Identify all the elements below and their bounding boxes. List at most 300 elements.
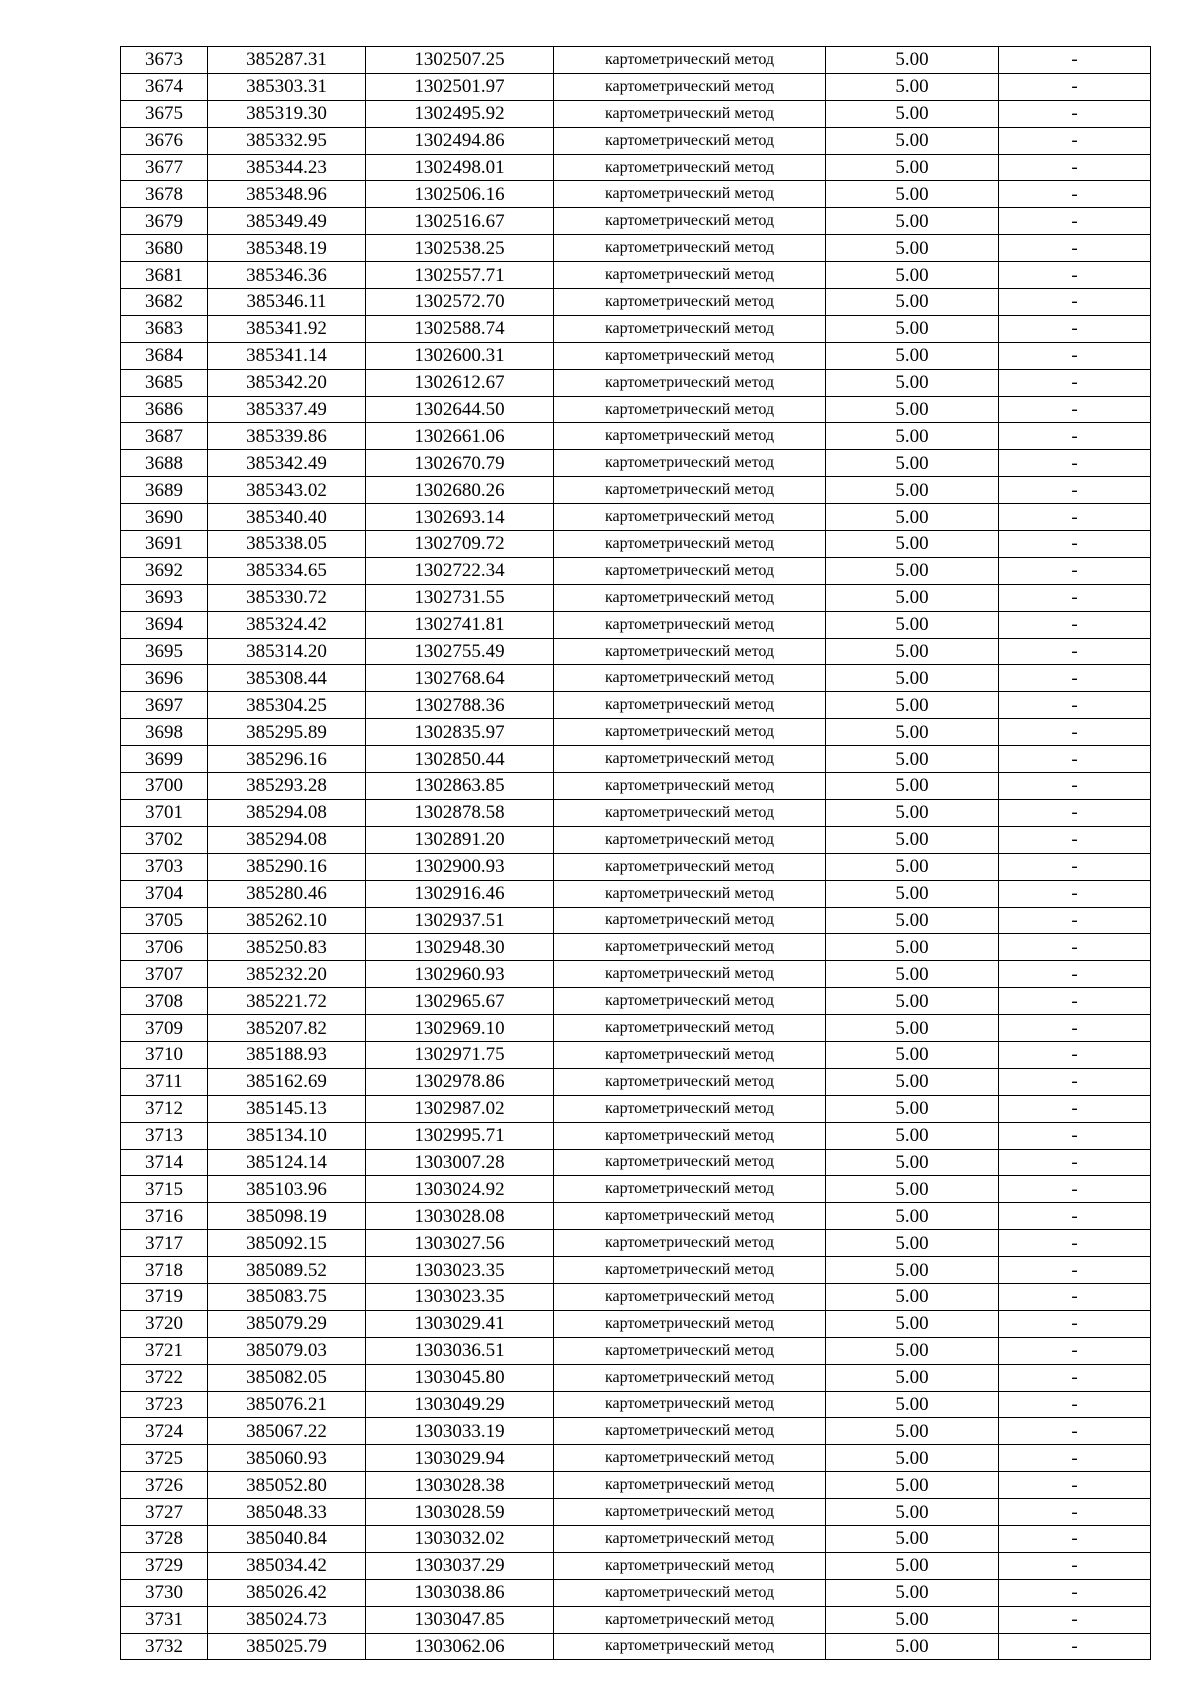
point-number-cell: 3677 (121, 154, 208, 181)
method-cell: картометрический метод (554, 692, 826, 719)
y-coordinate-cell: 1302498.01 (366, 154, 554, 181)
y-coordinate-cell: 1302937.51 (366, 907, 554, 934)
description-cell: - (999, 342, 1151, 369)
method-cell: картометрический метод (554, 477, 826, 504)
method-cell: картометрический метод (554, 638, 826, 665)
y-coordinate-cell: 1303023.35 (366, 1283, 554, 1310)
point-number-cell: 3708 (121, 988, 208, 1015)
method-cell: картометрический метод (554, 262, 826, 289)
method-cell: картометрический метод (554, 1203, 826, 1230)
y-coordinate-cell: 1303023.35 (366, 1257, 554, 1284)
accuracy-cell: 5.00 (826, 315, 999, 342)
table-row (121, 262, 1151, 289)
x-coordinate-cell: 385341.14 (208, 342, 366, 369)
table-row (121, 1310, 1151, 1337)
y-coordinate-cell: 1302661.06 (366, 423, 554, 450)
description-cell: - (999, 988, 1151, 1015)
description-cell: - (999, 369, 1151, 396)
x-coordinate-cell: 385082.05 (208, 1364, 366, 1391)
description-cell: - (999, 423, 1151, 450)
x-coordinate-cell: 385324.42 (208, 611, 366, 638)
description-cell: - (999, 853, 1151, 880)
x-coordinate-cell: 385304.25 (208, 692, 366, 719)
y-coordinate-cell: 1303027.56 (366, 1230, 554, 1257)
description-cell: - (999, 1525, 1151, 1552)
table-row (121, 1552, 1151, 1579)
method-cell: картометрический метод (554, 315, 826, 342)
y-coordinate-cell: 1303062.06 (366, 1633, 554, 1660)
accuracy-cell: 5.00 (826, 746, 999, 773)
description-cell: - (999, 692, 1151, 719)
table-row (121, 1176, 1151, 1203)
x-coordinate-cell: 385048.33 (208, 1499, 366, 1526)
point-number-cell: 3705 (121, 907, 208, 934)
y-coordinate-cell: 1302722.34 (366, 557, 554, 584)
table-row (121, 423, 1151, 450)
method-cell: картометрический метод (554, 531, 826, 558)
method-cell: картометрический метод (554, 988, 826, 1015)
table-row (121, 1418, 1151, 1445)
x-coordinate-cell: 385295.89 (208, 719, 366, 746)
y-coordinate-cell: 1303007.28 (366, 1149, 554, 1176)
description-cell: - (999, 73, 1151, 100)
description-cell: - (999, 799, 1151, 826)
accuracy-cell: 5.00 (826, 1552, 999, 1579)
point-number-cell: 3712 (121, 1095, 208, 1122)
x-coordinate-cell: 385040.84 (208, 1525, 366, 1552)
accuracy-cell: 5.00 (826, 719, 999, 746)
x-coordinate-cell: 385294.08 (208, 799, 366, 826)
table-row (121, 773, 1151, 800)
method-cell: картометрический метод (554, 154, 826, 181)
x-coordinate-cell: 385207.82 (208, 1015, 366, 1042)
table-row (121, 315, 1151, 342)
table-row (121, 1283, 1151, 1310)
accuracy-cell: 5.00 (826, 988, 999, 1015)
description-cell: - (999, 235, 1151, 262)
table-row (121, 880, 1151, 907)
y-coordinate-cell: 1302878.58 (366, 799, 554, 826)
y-coordinate-cell: 1302494.86 (366, 127, 554, 154)
accuracy-cell: 5.00 (826, 531, 999, 558)
x-coordinate-cell: 385060.93 (208, 1445, 366, 1472)
x-coordinate-cell: 385089.52 (208, 1257, 366, 1284)
accuracy-cell: 5.00 (826, 1364, 999, 1391)
description-cell: - (999, 262, 1151, 289)
y-coordinate-cell: 1302507.25 (366, 47, 554, 74)
x-coordinate-cell: 385280.46 (208, 880, 366, 907)
table-row (121, 907, 1151, 934)
point-number-cell: 3687 (121, 423, 208, 450)
point-number-cell: 3693 (121, 584, 208, 611)
description-cell: - (999, 1472, 1151, 1499)
x-coordinate-cell: 385344.23 (208, 154, 366, 181)
x-coordinate-cell: 385083.75 (208, 1283, 366, 1310)
x-coordinate-cell: 385034.42 (208, 1552, 366, 1579)
description-cell: - (999, 907, 1151, 934)
description-cell: - (999, 826, 1151, 853)
accuracy-cell: 5.00 (826, 289, 999, 316)
table-row (121, 289, 1151, 316)
table-row (121, 181, 1151, 208)
description-cell: - (999, 127, 1151, 154)
table-row (121, 853, 1151, 880)
method-cell: картометрический метод (554, 665, 826, 692)
method-cell: картометрический метод (554, 369, 826, 396)
y-coordinate-cell: 1302960.93 (366, 961, 554, 988)
method-cell: картометрический метод (554, 1230, 826, 1257)
point-number-cell: 3696 (121, 665, 208, 692)
table-row (121, 235, 1151, 262)
x-coordinate-cell: 385134.10 (208, 1122, 366, 1149)
table-row (121, 1015, 1151, 1042)
accuracy-cell: 5.00 (826, 584, 999, 611)
x-coordinate-cell: 385348.19 (208, 235, 366, 262)
point-number-cell: 3691 (121, 531, 208, 558)
x-coordinate-cell: 385076.21 (208, 1391, 366, 1418)
point-number-cell: 3731 (121, 1606, 208, 1633)
x-coordinate-cell: 385340.40 (208, 504, 366, 531)
method-cell: картометрический метод (554, 289, 826, 316)
table-row (121, 988, 1151, 1015)
description-cell: - (999, 1310, 1151, 1337)
x-coordinate-cell: 385334.65 (208, 557, 366, 584)
description-cell: - (999, 1337, 1151, 1364)
y-coordinate-cell: 1302971.75 (366, 1041, 554, 1068)
accuracy-cell: 5.00 (826, 477, 999, 504)
method-cell: картометрический метод (554, 47, 826, 74)
description-cell: - (999, 557, 1151, 584)
description-cell: - (999, 961, 1151, 988)
point-number-cell: 3692 (121, 557, 208, 584)
y-coordinate-cell: 1303028.08 (366, 1203, 554, 1230)
coordinates-table-body (121, 47, 1151, 1660)
description-cell: - (999, 1095, 1151, 1122)
method-cell: картометрический метод (554, 1579, 826, 1606)
method-cell: картометрический метод (554, 1283, 826, 1310)
method-cell: картометрический метод (554, 961, 826, 988)
point-number-cell: 3724 (121, 1418, 208, 1445)
description-cell: - (999, 100, 1151, 127)
table-row (121, 1364, 1151, 1391)
description-cell: - (999, 1149, 1151, 1176)
point-number-cell: 3699 (121, 746, 208, 773)
y-coordinate-cell: 1302709.72 (366, 531, 554, 558)
y-coordinate-cell: 1302948.30 (366, 934, 554, 961)
y-coordinate-cell: 1302995.71 (366, 1122, 554, 1149)
point-number-cell: 3706 (121, 934, 208, 961)
y-coordinate-cell: 1302863.85 (366, 773, 554, 800)
method-cell: картометрический метод (554, 799, 826, 826)
x-coordinate-cell: 385293.28 (208, 773, 366, 800)
table-row (121, 1445, 1151, 1472)
x-coordinate-cell: 385103.96 (208, 1176, 366, 1203)
accuracy-cell: 5.00 (826, 692, 999, 719)
table-row (121, 1499, 1151, 1526)
y-coordinate-cell: 1302768.64 (366, 665, 554, 692)
method-cell: картометрический метод (554, 73, 826, 100)
x-coordinate-cell: 385124.14 (208, 1149, 366, 1176)
accuracy-cell: 5.00 (826, 1445, 999, 1472)
x-coordinate-cell: 385341.92 (208, 315, 366, 342)
point-number-cell: 3686 (121, 396, 208, 423)
method-cell: картометрический метод (554, 504, 826, 531)
accuracy-cell: 5.00 (826, 1606, 999, 1633)
accuracy-cell: 5.00 (826, 396, 999, 423)
method-cell: картометрический метод (554, 1472, 826, 1499)
point-number-cell: 3719 (121, 1283, 208, 1310)
x-coordinate-cell: 385346.11 (208, 289, 366, 316)
method-cell: картометрический метод (554, 826, 826, 853)
method-cell: картометрический метод (554, 1015, 826, 1042)
description-cell: - (999, 289, 1151, 316)
method-cell: картометрический метод (554, 907, 826, 934)
table-row (121, 504, 1151, 531)
description-cell: - (999, 1579, 1151, 1606)
y-coordinate-cell: 1302572.70 (366, 289, 554, 316)
method-cell: картометрический метод (554, 1364, 826, 1391)
y-coordinate-cell: 1302588.74 (366, 315, 554, 342)
y-coordinate-cell: 1302835.97 (366, 719, 554, 746)
table-row (121, 1095, 1151, 1122)
point-number-cell: 3682 (121, 289, 208, 316)
method-cell: картометрический метод (554, 1041, 826, 1068)
y-coordinate-cell: 1303029.41 (366, 1310, 554, 1337)
table-row (121, 665, 1151, 692)
description-cell: - (999, 477, 1151, 504)
method-cell: картометрический метод (554, 208, 826, 235)
description-cell: - (999, 1418, 1151, 1445)
accuracy-cell: 5.00 (826, 100, 999, 127)
accuracy-cell: 5.00 (826, 799, 999, 826)
point-number-cell: 3690 (121, 504, 208, 531)
y-coordinate-cell: 1302969.10 (366, 1015, 554, 1042)
accuracy-cell: 5.00 (826, 1579, 999, 1606)
y-coordinate-cell: 1303029.94 (366, 1445, 554, 1472)
accuracy-cell: 5.00 (826, 1391, 999, 1418)
y-coordinate-cell: 1302644.50 (366, 396, 554, 423)
accuracy-cell: 5.00 (826, 47, 999, 74)
y-coordinate-cell: 1302987.02 (366, 1095, 554, 1122)
method-cell: картометрический метод (554, 584, 826, 611)
description-cell: - (999, 1041, 1151, 1068)
y-coordinate-cell: 1302891.20 (366, 826, 554, 853)
description-cell: - (999, 934, 1151, 961)
y-coordinate-cell: 1302850.44 (366, 746, 554, 773)
point-number-cell: 3718 (121, 1257, 208, 1284)
point-number-cell: 3688 (121, 450, 208, 477)
accuracy-cell: 5.00 (826, 1203, 999, 1230)
accuracy-cell: 5.00 (826, 235, 999, 262)
point-number-cell: 3697 (121, 692, 208, 719)
x-coordinate-cell: 385296.16 (208, 746, 366, 773)
method-cell: картометрический метод (554, 100, 826, 127)
table-row (121, 1525, 1151, 1552)
table-row (121, 1472, 1151, 1499)
y-coordinate-cell: 1303037.29 (366, 1552, 554, 1579)
point-number-cell: 3703 (121, 853, 208, 880)
x-coordinate-cell: 385025.79 (208, 1633, 366, 1660)
x-coordinate-cell: 385145.13 (208, 1095, 366, 1122)
accuracy-cell: 5.00 (826, 181, 999, 208)
table-row (121, 154, 1151, 181)
accuracy-cell: 5.00 (826, 1283, 999, 1310)
accuracy-cell: 5.00 (826, 880, 999, 907)
point-number-cell: 3684 (121, 342, 208, 369)
table-row (121, 799, 1151, 826)
y-coordinate-cell: 1303024.92 (366, 1176, 554, 1203)
accuracy-cell: 5.00 (826, 934, 999, 961)
description-cell: - (999, 396, 1151, 423)
method-cell: картометрический метод (554, 1391, 826, 1418)
description-cell: - (999, 1068, 1151, 1095)
table-row (121, 369, 1151, 396)
description-cell: - (999, 504, 1151, 531)
accuracy-cell: 5.00 (826, 423, 999, 450)
method-cell: картометрический метод (554, 235, 826, 262)
table-row (121, 826, 1151, 853)
x-coordinate-cell: 385346.36 (208, 262, 366, 289)
point-number-cell: 3704 (121, 880, 208, 907)
accuracy-cell: 5.00 (826, 1176, 999, 1203)
y-coordinate-cell: 1302965.67 (366, 988, 554, 1015)
description-cell: - (999, 1633, 1151, 1660)
description-cell: - (999, 1364, 1151, 1391)
x-coordinate-cell: 385079.03 (208, 1337, 366, 1364)
x-coordinate-cell: 385287.31 (208, 47, 366, 74)
description-cell: - (999, 315, 1151, 342)
table-row (121, 477, 1151, 504)
y-coordinate-cell: 1303049.29 (366, 1391, 554, 1418)
accuracy-cell: 5.00 (826, 557, 999, 584)
x-coordinate-cell: 385232.20 (208, 961, 366, 988)
table-row (121, 1203, 1151, 1230)
point-number-cell: 3726 (121, 1472, 208, 1499)
y-coordinate-cell: 1302788.36 (366, 692, 554, 719)
method-cell: картометрический метод (554, 1095, 826, 1122)
x-coordinate-cell: 385188.93 (208, 1041, 366, 1068)
accuracy-cell: 5.00 (826, 773, 999, 800)
table-row (121, 1041, 1151, 1068)
table-row (121, 1391, 1151, 1418)
point-number-cell: 3717 (121, 1230, 208, 1257)
accuracy-cell: 5.00 (826, 1068, 999, 1095)
accuracy-cell: 5.00 (826, 665, 999, 692)
description-cell: - (999, 584, 1151, 611)
point-number-cell: 3716 (121, 1203, 208, 1230)
table-row (121, 934, 1151, 961)
description-cell: - (999, 531, 1151, 558)
point-number-cell: 3689 (121, 477, 208, 504)
y-coordinate-cell: 1302916.46 (366, 880, 554, 907)
point-number-cell: 3676 (121, 127, 208, 154)
accuracy-cell: 5.00 (826, 1122, 999, 1149)
description-cell: - (999, 1257, 1151, 1284)
method-cell: картометрический метод (554, 1525, 826, 1552)
accuracy-cell: 5.00 (826, 369, 999, 396)
table-row (121, 208, 1151, 235)
accuracy-cell: 5.00 (826, 73, 999, 100)
method-cell: картометрический метод (554, 1068, 826, 1095)
point-number-cell: 3714 (121, 1149, 208, 1176)
point-number-cell: 3725 (121, 1445, 208, 1472)
table-row (121, 531, 1151, 558)
x-coordinate-cell: 385339.86 (208, 423, 366, 450)
table-row (121, 692, 1151, 719)
method-cell: картометрический метод (554, 773, 826, 800)
description-cell: - (999, 181, 1151, 208)
description-cell: - (999, 1499, 1151, 1526)
x-coordinate-cell: 385332.95 (208, 127, 366, 154)
point-number-cell: 3702 (121, 826, 208, 853)
point-number-cell: 3685 (121, 369, 208, 396)
y-coordinate-cell: 1303047.85 (366, 1606, 554, 1633)
point-number-cell: 3727 (121, 1499, 208, 1526)
method-cell: картометрический метод (554, 1606, 826, 1633)
point-number-cell: 3711 (121, 1068, 208, 1095)
accuracy-cell: 5.00 (826, 504, 999, 531)
table-row (121, 47, 1151, 74)
accuracy-cell: 5.00 (826, 1015, 999, 1042)
accuracy-cell: 5.00 (826, 1041, 999, 1068)
accuracy-cell: 5.00 (826, 208, 999, 235)
y-coordinate-cell: 1303033.19 (366, 1418, 554, 1445)
point-number-cell: 3695 (121, 638, 208, 665)
accuracy-cell: 5.00 (826, 1149, 999, 1176)
point-number-cell: 3710 (121, 1041, 208, 1068)
table-row (121, 1068, 1151, 1095)
accuracy-cell: 5.00 (826, 1337, 999, 1364)
table-row (121, 127, 1151, 154)
x-coordinate-cell: 385079.29 (208, 1310, 366, 1337)
method-cell: картометрический метод (554, 853, 826, 880)
description-cell: - (999, 1015, 1151, 1042)
y-coordinate-cell: 1302693.14 (366, 504, 554, 531)
method-cell: картометрический метод (554, 746, 826, 773)
method-cell: картометрический метод (554, 423, 826, 450)
description-cell: - (999, 1176, 1151, 1203)
x-coordinate-cell: 385337.49 (208, 396, 366, 423)
point-number-cell: 3681 (121, 262, 208, 289)
description-cell: - (999, 47, 1151, 74)
x-coordinate-cell: 385221.72 (208, 988, 366, 1015)
point-number-cell: 3673 (121, 47, 208, 74)
y-coordinate-cell: 1302538.25 (366, 235, 554, 262)
table-row (121, 611, 1151, 638)
y-coordinate-cell: 1303032.02 (366, 1525, 554, 1552)
x-coordinate-cell: 385262.10 (208, 907, 366, 934)
description-cell: - (999, 719, 1151, 746)
method-cell: картометрический метод (554, 1176, 826, 1203)
accuracy-cell: 5.00 (826, 853, 999, 880)
x-coordinate-cell: 385026.42 (208, 1579, 366, 1606)
method-cell: картометрический метод (554, 611, 826, 638)
point-number-cell: 3675 (121, 100, 208, 127)
point-number-cell: 3709 (121, 1015, 208, 1042)
description-cell: - (999, 450, 1151, 477)
y-coordinate-cell: 1303028.38 (366, 1472, 554, 1499)
method-cell: картометрический метод (554, 557, 826, 584)
y-coordinate-cell: 1303038.86 (366, 1579, 554, 1606)
x-coordinate-cell: 385342.49 (208, 450, 366, 477)
accuracy-cell: 5.00 (826, 1525, 999, 1552)
point-number-cell: 3701 (121, 799, 208, 826)
table-row (121, 961, 1151, 988)
method-cell: картометрический метод (554, 1310, 826, 1337)
description-cell: - (999, 880, 1151, 907)
accuracy-cell: 5.00 (826, 1230, 999, 1257)
y-coordinate-cell: 1303045.80 (366, 1364, 554, 1391)
